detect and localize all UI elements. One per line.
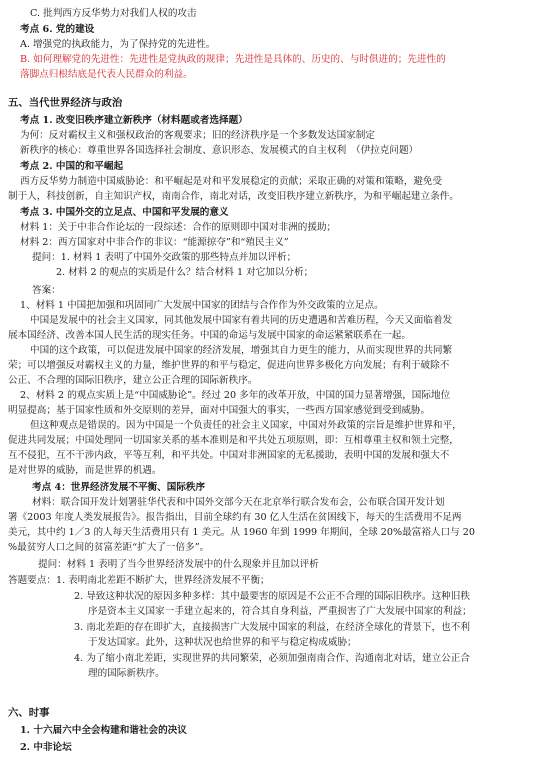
text-line: 1、材料 1 中国把加强和巩固同广大发展中国家的团结与合作作为外交政策的立足点。	[20, 300, 384, 311]
text-line: 考点 4：世界经济发展不平衡、国际秩序	[32, 482, 206, 493]
text-line: %最贫穷人口之间的贫富差距“扩大了一倍多”。	[8, 542, 210, 553]
text-line: 于发达国家。此外，这种状况也给世界的和平与稳定构成威胁；	[88, 637, 357, 648]
text-line: 明显提高；基于国家性质和外交原则的差异，面对中国强大的事实，一些西方国家感觉到受到威胁。	[8, 405, 431, 416]
text-line: 考点 2. 中国的和平崛起	[20, 161, 124, 172]
text-line: 2. 材料 2 的观点的实质是什么？结合材料 1 对它加以分析；	[56, 267, 314, 278]
section-heading: 五、当代世界经济与政治	[8, 97, 123, 109]
text-line: 4. 为了缩小南北差距，实现世界的共同繁荣，必须加强南南合作、沟通南北对话，建立公正合	[74, 653, 470, 664]
text-line: 西方反华势力制造中国威胁论：和平崛起是对和平发展稳定的贡献；采取正确的对策和策略，避免受	[20, 176, 443, 187]
text-line: 美元，其中约 1／3 的人每天生活费用只有 1 美元。从 1960 年到 1999 年期间，全球 20%最富裕人口与 20	[8, 527, 475, 538]
text-line: 为何：反对霸权主义和强权政治的客观要求；旧的经济秩序是一个多数发达国家制定	[20, 130, 375, 141]
text-line: 理的国际新秩序。	[88, 668, 165, 679]
text-line: 答案：	[32, 285, 61, 296]
text-line: 互不侵犯，互不干涉内政，平等互利，和平共处。中国对非洲国家的无私援助，表明中国的发展和强大不	[8, 450, 450, 461]
text-line: 署《2003 年度人类发展报告》。报告指出，目前全球约有 30 亿人生活在贫困线下，每天的生活费用不足两	[8, 512, 462, 523]
text-line: 促进共同发展；中国处理同一切国家关系的基本准则是和平共处五项原则，即：互相尊重主权和领土完整，	[8, 435, 459, 446]
text-line: 提问：材料 1 表明了当今世界经济发展中的什么现象并且加以评析	[38, 559, 319, 570]
text-line: 中国的这个政策，可以促进发展中国家的经济发展，增强其自力更生的能力，从而实现世界的共同繁	[30, 345, 453, 356]
text-line: 3. 南北差距的存在即扩大，直接损害广大发展中国家的利益，在经济全球化的背景下，也不利	[74, 622, 470, 633]
text-line: 提问：1. 材料 1 表明了中国外交政策的那些特点并加以评析；	[32, 252, 297, 263]
text-line: 2. 导致这种状况的原因多种多样：其中最要害的原因是不公正不合理的国际旧秩序。这种旧秩	[74, 591, 470, 602]
text-line: 2、材料 2 的观点实质上是“中国威胁论”。经过 20 多年的改革开放，中国的国力显著增强，国际地位	[20, 390, 451, 401]
text-line: 是对世界的威胁，而是世界的机遇。	[8, 465, 162, 476]
text-line: 2. 中非论坛	[20, 742, 72, 753]
text-line: 序是资本主义国家一手建立起来的，符合其自身利益，严重损害了广大发展中国家的利益；	[88, 606, 472, 617]
section-heading: 六、时事	[8, 707, 50, 719]
text-line: 1. 十六届六中全会构建和谐社会的决议	[20, 725, 187, 736]
text-line: 新秩序的核心：尊重世界各国选择社会制度、意识形态、发展模式的自主权利 （伊拉克问题）	[20, 145, 419, 156]
text-line: 制于人，科技创新，自主知识产权，南南合作，南北对话，改变旧秩序建立新秩序，为和平崛起建立条件。	[8, 191, 459, 202]
text-line: 材料 1：关于中非合作论坛的一段综述：合作的原则即中国对非洲的援助；	[20, 222, 337, 233]
text-line: 但这种观点是错误的。因为中国是一个负责任的社会主义国家，中国对外政策的宗旨是维护世界和平，	[30, 420, 462, 431]
text-line: 展本国经济、改善本国人民生活的现实任务。中国的命运与发展中国家的命运紧紧联系在一起。	[8, 330, 411, 341]
text-line: 荣；可以增强反对霸权主义的力量，维护世界的和平与稳定，促进向世界多极化方向发展；有利于破除不	[8, 360, 450, 371]
text-line: 中国是发展中的社会主义国家，同其他发展中国家有着共同的历史遭遇和苦难历程，今天又面临着发	[30, 315, 453, 326]
text-line: 材料：联合国开发计划署驻华代表和中国外交部今天在北京举行联合发布会，公布联合国开发计划	[32, 497, 445, 508]
text-line: 考点 6. 党的建设	[20, 24, 95, 35]
text-line: 公正、不合理的国际旧秩序，建立公正合理的国际新秩序。	[8, 375, 258, 386]
text-line: 落脚点归根结底是代表人民群众的利益。	[20, 69, 193, 80]
text-line: 考点 1. 改变旧秩序建立新秩序（材料题或者选择题）	[20, 115, 248, 126]
text-line: C. 批判西方反华势力对我们人权的攻击	[30, 8, 197, 19]
text-line: 考点 3. 中国外交的立足点、中国和平发展的意义	[20, 207, 229, 218]
text-line: 材料 2：西方国家对中非合作的非议：“能源掠夺”和“殖民主义”	[20, 237, 289, 248]
text-line: 答题要点：1. 表明南北差距不断扩大，世界经济发展不平衡；	[8, 575, 270, 586]
text-line: A. 增强党的执政能力，为了保持党的先进性。	[20, 39, 216, 50]
text-line: B. 如何理解党的先进性：先进性是党执政的规律；先进性是具体的、历史的、与时俱进的；先进性的	[20, 54, 446, 65]
